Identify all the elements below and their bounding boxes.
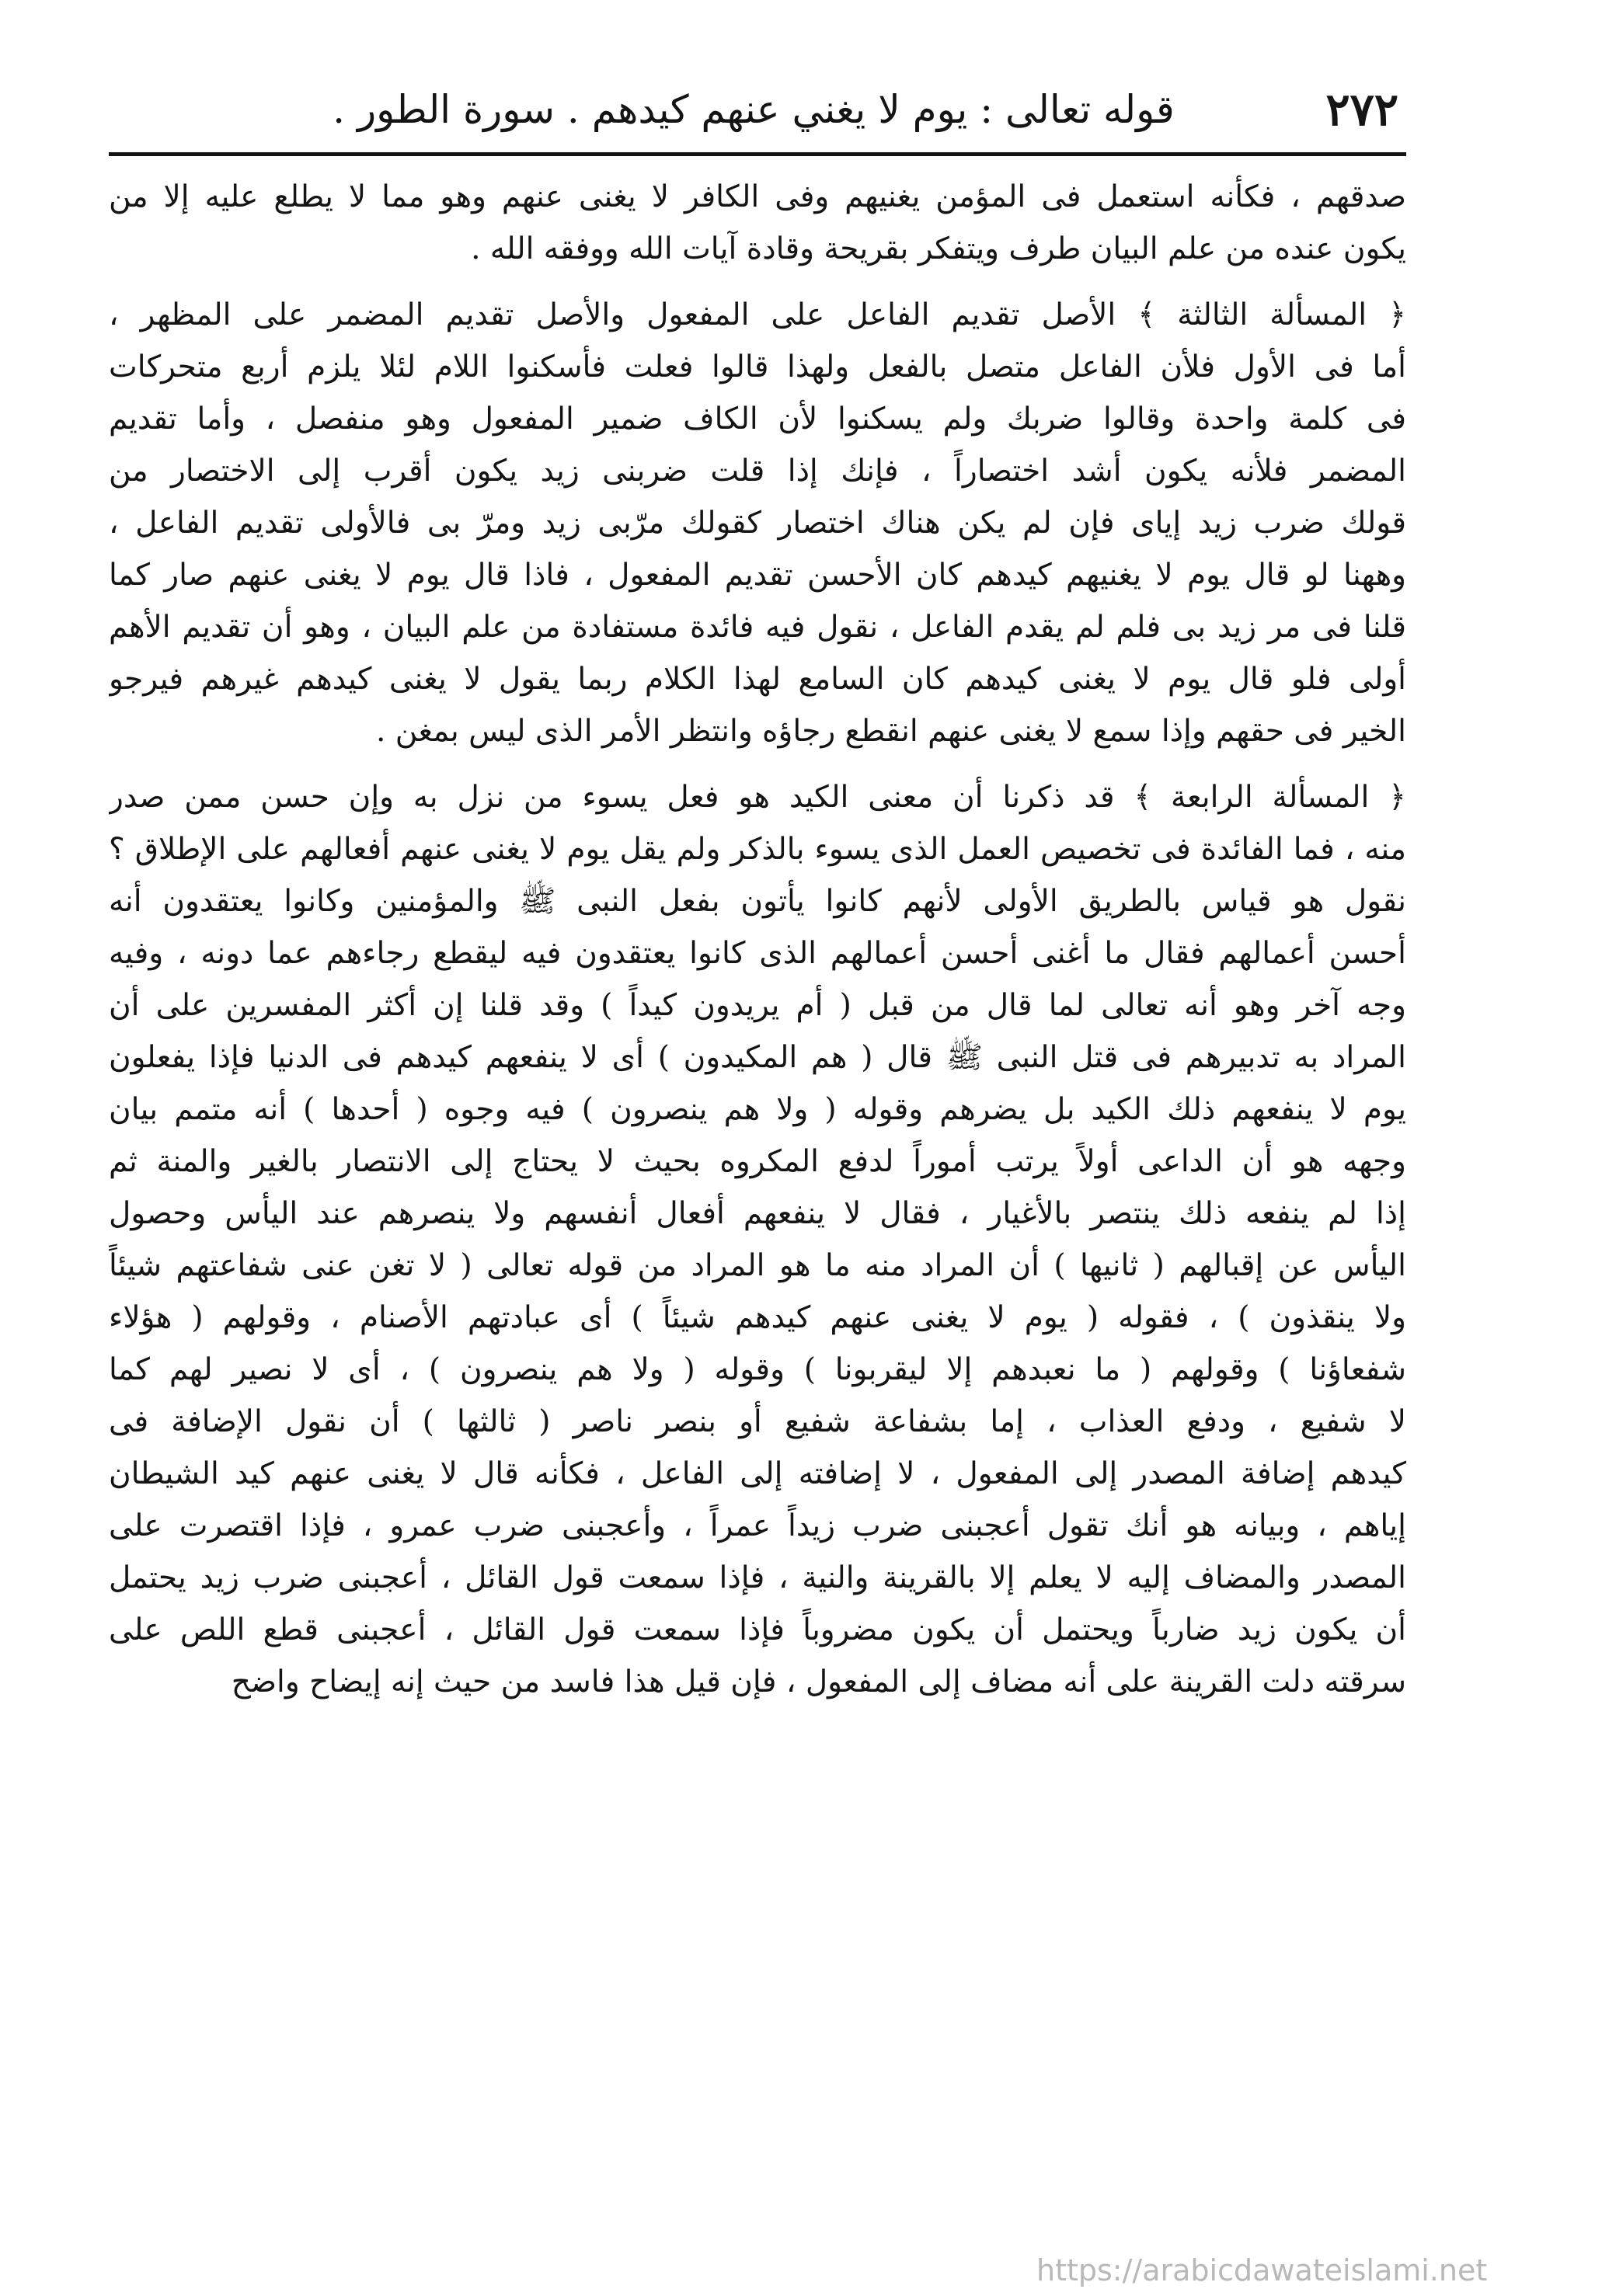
text-line: وجه آخر وهو أنه تعالى لما قال من قبل ( أم يريدون كيداً ) وقد قلنا إن أكثر المفسرين على أن <box>109 988 1406 1023</box>
paragraph-gap <box>109 757 1406 771</box>
text-line: أولى فلو قال يوم لا يغنى كيدهم كان السامع لهذا الكلام ربما يقول لا يغنى كيدهم غيرهم فيرجو <box>109 662 1406 697</box>
running-title: قوله تعالى : يوم لا يغني عنهم كيدهم . سورة الطور . <box>333 87 1175 132</box>
text-line: وجهه هو أن الداعى أولاً يرتب أموراً لدفع المكروه بحيث لا يحتاج إلى الانتصار بالغير والمنة ثم <box>109 1144 1406 1179</box>
page-header <box>109 78 1398 140</box>
text-line: لا شفيع ، ودفع العذاب ، إما بشفاعة شفيع أو بنصر ناصر ( ثالثها ) أن نقول الإضافة فى <box>109 1404 1406 1439</box>
text-line: فى كلمة واحدة وقالوا ضربك ولم يسكنوا لأن الكاف ضمير المفعول وهو منفصل ، وأما تقديم <box>109 402 1406 437</box>
text-line: قلنا فى مر زيد بى فلم لم يقدم الفاعل ، نقول فيه فائدة مستفادة من علم البيان ، وهو أن تقديم الأهم <box>109 610 1406 645</box>
text-line: كيدهم إضافة المصدر إلى المفعول ، لا إضافته إلى الفاعل ، فكأنه قال لا يغنى عنهم كيد الشيطان <box>109 1456 1406 1491</box>
paragraph <box>109 171 1406 275</box>
paragraph <box>109 289 1406 757</box>
text-line: منه ، فما الفائدة فى تخصيص العمل الذى يسوء بالذكر ولم يقل يوم لا يغنى عنهم أفعالهم على الإطلاق ؟ <box>109 832 1406 867</box>
text-line: سرقته دلت القرينة على أنه مضاف إلى المفعول ، فإن قيل هذا فاسد من حيث إنه إيضاح واضح <box>231 1665 1406 1699</box>
paragraph <box>109 771 1406 1708</box>
text-line: الخير فى حقهم وإذا سمع لا يغنى عنهم انقطع رجاؤه وانتظر الأمر الذى ليس بمغن . <box>376 714 1406 749</box>
text-line: ﴿ المسألة الرابعة ﴾ قد ذكرنا أن معنى الكيد هو فعل يسوء من نزل به وإن حسن ممن صدر <box>109 780 1406 815</box>
text-line: أن يكون زيد ضارباً ويحتمل أن يكون مضروباً فإذا سمعت قول القائل ، أعجبنى قطع اللص على <box>109 1612 1406 1647</box>
text-line: يكون عنده من علم البيان طرف ويتفكر بقريحة وقادة آيات الله ووفقه الله . <box>471 231 1406 266</box>
text-line: المضمر فلأنه يكون أشد اختصاراً ، فإنك إذا قلت ضربنى زيد يكون أقرب إلى الاختصار من <box>109 454 1406 489</box>
text-line: نقول هو قياس بالطريق الأولى لأنهم كانوا يأتون بفعل النبى ﷺ والمؤمنين وكانوا يعتقدون أنه <box>109 884 1406 919</box>
header-rule <box>109 152 1406 156</box>
body-text <box>109 171 1406 1708</box>
text-line: ولا ينقذون ) ، فقوله ( يوم لا يغنى عنهم كيدهم شيئاً ) أى عبادتهم الأصنام ، وقولهم ( هؤلاء <box>109 1300 1406 1335</box>
text-line: المراد به تدبيرهم فى قتل النبى ﷺ قال ( هم المكيدون ) أى لا ينفعهم كيدهم فى الدنيا فإذا يفعلون <box>109 1040 1406 1075</box>
paragraph-gap <box>109 275 1406 289</box>
text-line: يوم لا ينفعهم ذلك الكيد بل يضرهم وقوله ( ولا هم ينصرون ) فيه وجوه ( أحدها ) أنه متمم بيان <box>109 1092 1406 1127</box>
page-number: ٢٧٢ <box>1325 83 1398 136</box>
text-line: ﴿ المسألة الثالثة ﴾ الأصل تقديم الفاعل على المفعول والأصل تقديم المضمر على المظهر ، <box>109 297 1406 332</box>
text-line: المصدر والمضاف إليه لا يعلم إلا بالقرينة والنية ، فإذا سمعت قول القائل ، أعجبنى ضرب زيد يحتمل <box>109 1560 1406 1595</box>
watermark-url: https://arabicdawateislami.net <box>1036 2253 1488 2287</box>
text-line: إذا لم ينفعه ذلك ينتصر بالأغيار ، فقال لا ينفعهم أفعال أنفسهم ولا ينصرهم عند اليأس وحصول <box>109 1196 1406 1231</box>
text-line: صدقهم ، فكأنه استعمل فى المؤمن يغنيهم وفى الكافر لا يغنى عنهم وهو مما لا يطلع عليه إلا من <box>109 179 1406 214</box>
text-line: وههنا لو قال يوم لا يغنيهم كيدهم كان الأحسن تقديم المفعول ، فاذا قال يوم لا يغنى عنهم صار كما <box>109 558 1406 593</box>
text-line: إياهم ، وبيانه هو أنك تقول أعجبنى ضرب زيداً عمراً ، وأعجبنى ضرب عمرو ، فإذا اقتصرت على <box>109 1508 1406 1543</box>
text-line: شفعاؤنا ) وقولهم ( ما نعبدهم إلا ليقربونا ) وقوله ( ولا هم ينصرون ) ، أى لا نصير لهم كما <box>109 1352 1406 1387</box>
text-line: أحسن أعمالهم فقال ما أغنى أحسن أعمالهم الذى كانوا يعتقدون فيه ليقطع رجاءهم عما دونه ، وفيه <box>109 936 1406 971</box>
text-line: قولك ضرب زيد إياى فإن لم يكن هناك اختصار كقولك مرّبى زيد ومرّ بى فالأولى تقديم الفاعل ، <box>109 506 1406 541</box>
text-line: أما فى الأول فلأن الفاعل متصل بالفعل ولهذا قالوا فعلت فأسكنوا اللام لئلا يلزم أربع متحركات <box>109 350 1406 384</box>
text-line: اليأس عن إقبالهم ( ثانيها ) أن المراد منه ما هو المراد من قوله تعالى ( لا تغن عنى شفاعتهم شيئاً <box>109 1248 1406 1283</box>
